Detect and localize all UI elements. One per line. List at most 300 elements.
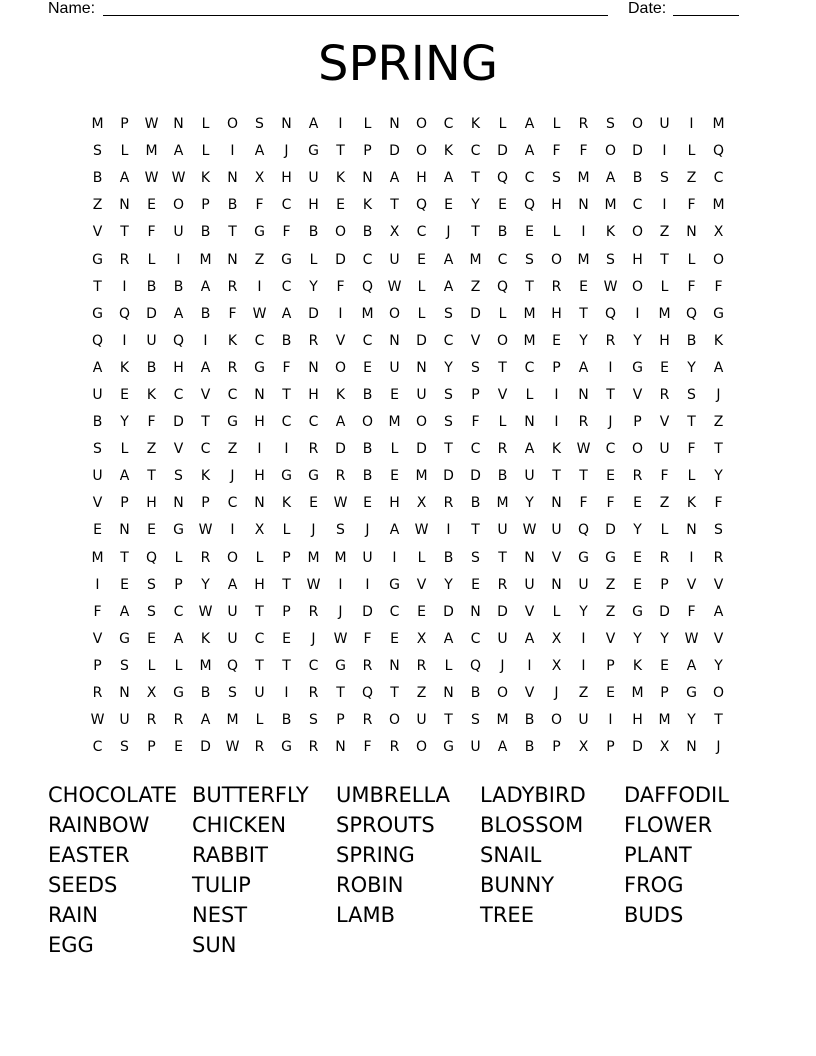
grid-letter: Z bbox=[605, 603, 616, 620]
grid-letter: D bbox=[443, 603, 454, 620]
grid-letter: C bbox=[281, 278, 292, 295]
grid-letter: I bbox=[689, 116, 694, 133]
grid-letter: D bbox=[308, 305, 319, 322]
grid-letter: T bbox=[390, 685, 399, 702]
grid-letter: G bbox=[227, 414, 238, 431]
grid-letter: M bbox=[199, 657, 212, 674]
grid-letter: T bbox=[390, 197, 399, 214]
grid-letter: U bbox=[308, 170, 319, 187]
grid-letter: R bbox=[200, 549, 211, 566]
grid-letter: O bbox=[172, 197, 185, 214]
grid-letter: T bbox=[471, 170, 480, 187]
grid-row bbox=[84, 165, 732, 192]
grid-letter: X bbox=[254, 522, 265, 539]
grid-letter: M bbox=[91, 116, 104, 133]
grid-letter: K bbox=[200, 630, 211, 647]
grid-letter: S bbox=[120, 739, 129, 756]
grid-letter: G bbox=[713, 305, 724, 322]
grid-letter: T bbox=[255, 657, 264, 674]
grid-letter: G bbox=[632, 603, 643, 620]
grid-letter: U bbox=[389, 251, 400, 268]
grid-letter: G bbox=[92, 251, 103, 268]
grid-letter: W bbox=[387, 278, 402, 295]
grid-letter: T bbox=[660, 251, 669, 268]
grid-letter: F bbox=[552, 143, 561, 160]
grid-letter: U bbox=[659, 441, 670, 458]
grid-letter: O bbox=[550, 251, 563, 268]
grid-letter: E bbox=[120, 576, 129, 593]
grid-letter: B bbox=[362, 224, 373, 241]
grid-letter: C bbox=[524, 359, 535, 376]
grid-letter: W bbox=[684, 630, 699, 647]
grid-letter: L bbox=[147, 657, 156, 674]
grid-row bbox=[84, 409, 732, 436]
grid-letter: C bbox=[632, 197, 643, 214]
grid-letter: R bbox=[605, 332, 616, 349]
grid-letter: O bbox=[631, 441, 644, 458]
grid-letter: Y bbox=[201, 576, 210, 593]
grid-letter: A bbox=[389, 522, 400, 539]
grid-letter: X bbox=[659, 739, 670, 756]
word-bank-item: BLOSSOM bbox=[480, 813, 584, 837]
grid-letter: I bbox=[338, 305, 343, 322]
grid-letter: A bbox=[173, 305, 184, 322]
grid-letter: T bbox=[687, 414, 696, 431]
grid-letter: G bbox=[281, 739, 292, 756]
grid-letter: C bbox=[416, 224, 427, 241]
grid-letter: P bbox=[633, 414, 642, 431]
grid-letter: O bbox=[334, 359, 347, 376]
grid-letter: Y bbox=[687, 712, 696, 729]
grid-letter: Z bbox=[659, 224, 670, 241]
grid-letter: H bbox=[254, 414, 265, 431]
grid-letter: L bbox=[552, 116, 561, 133]
grid-letter: C bbox=[605, 441, 616, 458]
grid-letter: D bbox=[416, 441, 427, 458]
grid-letter: V bbox=[173, 441, 184, 458]
grid-letter: Q bbox=[118, 305, 131, 322]
grid-letter: Z bbox=[659, 495, 670, 512]
grid-letter: B bbox=[632, 170, 643, 187]
grid-row bbox=[84, 382, 732, 409]
grid-letter: N bbox=[227, 170, 238, 187]
grid-letter: U bbox=[146, 332, 157, 349]
grid-letter: F bbox=[228, 305, 237, 322]
grid-letter: W bbox=[198, 522, 213, 539]
grid-letter: E bbox=[444, 197, 453, 214]
grid-letter: H bbox=[632, 712, 643, 729]
grid-letter: S bbox=[606, 251, 615, 268]
grid-letter: L bbox=[660, 522, 669, 539]
grid-letter: X bbox=[551, 630, 562, 647]
grid-letter: S bbox=[687, 386, 696, 403]
grid-letter: A bbox=[119, 468, 130, 485]
grid-letter: L bbox=[552, 603, 561, 620]
grid-letter: W bbox=[522, 522, 537, 539]
grid-letter: L bbox=[417, 305, 426, 322]
grid-letter: E bbox=[390, 468, 399, 485]
grid-letter: F bbox=[606, 495, 615, 512]
grid-letter: D bbox=[497, 143, 508, 160]
grid-letter: G bbox=[254, 359, 265, 376]
grid-letter: T bbox=[147, 468, 156, 485]
grid-letter: R bbox=[416, 657, 427, 674]
grid-letter: K bbox=[605, 224, 616, 241]
grid-letter: I bbox=[635, 305, 640, 322]
grid-letter: L bbox=[498, 116, 507, 133]
grid-letter: M bbox=[658, 712, 671, 729]
grid-letter: O bbox=[415, 739, 428, 756]
grid-letter: B bbox=[308, 224, 319, 241]
grid-letter: G bbox=[632, 359, 643, 376]
grid-letter: V bbox=[524, 685, 535, 702]
grid-letter: O bbox=[631, 278, 644, 295]
grid-letter: U bbox=[416, 386, 427, 403]
grid-letter: L bbox=[498, 305, 507, 322]
grid-letter: S bbox=[255, 116, 264, 133]
grid-row bbox=[84, 436, 732, 463]
grid-letter: Q bbox=[523, 197, 536, 214]
word-bank-item: SEEDS bbox=[48, 873, 118, 897]
grid-letter: V bbox=[497, 386, 508, 403]
grid-letter: M bbox=[91, 549, 104, 566]
grid-letter: J bbox=[608, 414, 613, 431]
grid-letter: T bbox=[606, 386, 615, 403]
grid-letter: G bbox=[119, 630, 130, 647]
grid-letter: A bbox=[254, 143, 265, 160]
grid-letter: Q bbox=[685, 305, 698, 322]
grid-letter: Q bbox=[469, 657, 482, 674]
grid-letter: B bbox=[686, 332, 697, 349]
grid-letter: P bbox=[93, 657, 102, 674]
grid-letter: F bbox=[282, 359, 291, 376]
grid-letter: O bbox=[388, 712, 401, 729]
grid-letter: Q bbox=[712, 143, 725, 160]
grid-letter: E bbox=[309, 495, 318, 512]
grid-letter: G bbox=[173, 685, 184, 702]
grid-letter: S bbox=[444, 305, 453, 322]
grid-letter: M bbox=[712, 116, 725, 133]
grid-letter: U bbox=[497, 630, 508, 647]
grid-letter: S bbox=[147, 603, 156, 620]
grid-letter: V bbox=[713, 630, 724, 647]
word-search-grid bbox=[84, 111, 732, 761]
grid-letter: U bbox=[254, 685, 265, 702]
grid-letter: A bbox=[200, 278, 211, 295]
grid-letter: P bbox=[282, 603, 291, 620]
grid-letter: R bbox=[146, 712, 157, 729]
grid-letter: F bbox=[255, 197, 264, 214]
grid-letter: T bbox=[498, 549, 507, 566]
grid-row bbox=[84, 246, 732, 273]
grid-row bbox=[84, 219, 732, 246]
grid-letter: M bbox=[523, 305, 536, 322]
grid-letter: I bbox=[527, 657, 532, 674]
grid-letter: O bbox=[388, 305, 401, 322]
grid-letter: N bbox=[470, 603, 481, 620]
grid-letter: B bbox=[524, 739, 535, 756]
grid-letter: L bbox=[174, 657, 183, 674]
grid-letter: D bbox=[335, 251, 346, 268]
grid-letter: Q bbox=[496, 170, 509, 187]
grid-letter: V bbox=[605, 630, 616, 647]
grid-letter: B bbox=[146, 359, 157, 376]
grid-letter: Z bbox=[92, 197, 103, 214]
grid-letter: D bbox=[416, 332, 427, 349]
grid-letter: C bbox=[389, 603, 400, 620]
grid-letter: Q bbox=[91, 332, 104, 349]
word-bank-item: LAMB bbox=[336, 903, 396, 927]
grid-letter: J bbox=[554, 685, 559, 702]
grid-letter: E bbox=[417, 251, 426, 268]
grid-letter: T bbox=[228, 224, 237, 241]
grid-letter: M bbox=[361, 305, 374, 322]
grid-letter: B bbox=[362, 441, 373, 458]
grid-letter: C bbox=[443, 332, 454, 349]
grid-letter: I bbox=[284, 441, 289, 458]
grid-letter: S bbox=[93, 143, 102, 160]
grid-letter: S bbox=[444, 414, 453, 431]
grid-letter: R bbox=[659, 386, 670, 403]
grid-letter: G bbox=[281, 251, 292, 268]
grid-letter: I bbox=[554, 386, 559, 403]
grid-letter: H bbox=[416, 170, 427, 187]
grid-letter: L bbox=[417, 278, 426, 295]
grid-letter: E bbox=[633, 576, 642, 593]
grid-letter: C bbox=[470, 143, 481, 160]
grid-letter: S bbox=[471, 359, 480, 376]
grid-letter: B bbox=[362, 468, 373, 485]
grid-letter: K bbox=[632, 657, 643, 674]
grid-letter: E bbox=[579, 278, 588, 295]
grid-letter: X bbox=[389, 224, 400, 241]
grid-letter: E bbox=[660, 359, 669, 376]
grid-letter: A bbox=[686, 657, 697, 674]
grid-letter: Y bbox=[471, 197, 480, 214]
grid-letter: H bbox=[551, 197, 562, 214]
grid-letter: Q bbox=[145, 549, 158, 566]
grid-letter: E bbox=[120, 386, 129, 403]
grid-letter: Q bbox=[172, 332, 185, 349]
grid-letter: Z bbox=[227, 441, 238, 458]
grid-letter: B bbox=[146, 278, 157, 295]
grid-letter: M bbox=[307, 549, 320, 566]
grid-letter: X bbox=[146, 685, 157, 702]
grid-letter: Z bbox=[713, 414, 724, 431]
grid-letter: P bbox=[552, 359, 561, 376]
grid-letter: L bbox=[120, 143, 129, 160]
grid-letter: I bbox=[662, 143, 667, 160]
grid-letter: M bbox=[199, 251, 212, 268]
grid-letter: C bbox=[497, 251, 508, 268]
grid-letter: S bbox=[660, 170, 669, 187]
grid-letter: E bbox=[390, 386, 399, 403]
grid-letter: M bbox=[523, 332, 536, 349]
grid-letter: K bbox=[200, 170, 211, 187]
word-bank-item: TREE bbox=[480, 903, 534, 927]
grid-letter: V bbox=[659, 414, 670, 431]
grid-letter: M bbox=[658, 305, 671, 322]
grid-letter: N bbox=[443, 685, 454, 702]
grid-letter: O bbox=[496, 685, 509, 702]
grid-letter: L bbox=[498, 414, 507, 431]
grid-letter: O bbox=[631, 224, 644, 241]
grid-letter: B bbox=[92, 414, 103, 431]
grid-letter: W bbox=[144, 116, 159, 133]
grid-letter: U bbox=[92, 386, 103, 403]
grid-letter: H bbox=[632, 251, 643, 268]
grid-letter: T bbox=[444, 712, 453, 729]
grid-letter: C bbox=[524, 170, 535, 187]
grid-letter: H bbox=[308, 197, 319, 214]
grid-letter: Y bbox=[633, 522, 642, 539]
grid-letter: Y bbox=[633, 332, 642, 349]
grid-letter: C bbox=[713, 170, 724, 187]
grid-letter: K bbox=[443, 143, 454, 160]
grid-letter: R bbox=[227, 359, 238, 376]
grid-letter: W bbox=[198, 603, 213, 620]
grid-letter: F bbox=[687, 278, 696, 295]
grid-letter: R bbox=[308, 332, 319, 349]
grid-letter: W bbox=[225, 739, 240, 756]
grid-letter: V bbox=[524, 603, 535, 620]
grid-letter: H bbox=[146, 495, 157, 512]
grid-letter: A bbox=[605, 170, 616, 187]
grid-letter: N bbox=[308, 359, 319, 376]
grid-letter: E bbox=[633, 495, 642, 512]
grid-letter: F bbox=[147, 414, 156, 431]
grid-letter: A bbox=[389, 170, 400, 187]
grid-letter: W bbox=[333, 495, 348, 512]
grid-letter: D bbox=[470, 468, 481, 485]
word-bank-item: RABBIT bbox=[192, 843, 268, 867]
word-bank-item: CHOCOLATE bbox=[48, 783, 178, 807]
grid-letter: Y bbox=[579, 603, 588, 620]
grid-letter: O bbox=[415, 143, 428, 160]
grid-letter: R bbox=[362, 657, 373, 674]
grid-letter: T bbox=[714, 441, 723, 458]
grid-letter: C bbox=[227, 386, 238, 403]
name-label: Name: bbox=[48, 0, 96, 17]
grid-letter: O bbox=[334, 224, 347, 241]
grid-letter: C bbox=[362, 332, 373, 349]
grid-letter: I bbox=[662, 197, 667, 214]
grid-letter: V bbox=[200, 386, 211, 403]
grid-letter: D bbox=[497, 603, 508, 620]
grid-letter: V bbox=[335, 332, 346, 349]
grid-letter: G bbox=[335, 657, 346, 674]
grid-letter: P bbox=[282, 549, 291, 566]
grid-letter: N bbox=[524, 414, 535, 431]
grid-letter: C bbox=[173, 386, 184, 403]
grid-letter: G bbox=[254, 224, 265, 241]
grid-letter: T bbox=[255, 603, 264, 620]
grid-letter: F bbox=[660, 468, 669, 485]
grid-letter: O bbox=[226, 116, 239, 133]
grid-letter: P bbox=[201, 495, 210, 512]
grid-letter: X bbox=[254, 170, 265, 187]
grid-letter: O bbox=[604, 143, 617, 160]
grid-letter: L bbox=[255, 549, 264, 566]
date-blank-line[interactable] bbox=[673, 15, 739, 16]
grid-letter: V bbox=[551, 549, 562, 566]
grid-letter: Y bbox=[714, 468, 723, 485]
grid-letter: F bbox=[714, 495, 723, 512]
grid-letter: D bbox=[335, 441, 346, 458]
grid-letter: D bbox=[200, 739, 211, 756]
grid-letter: F bbox=[687, 197, 696, 214]
grid-letter: Z bbox=[254, 251, 265, 268]
grid-letter: W bbox=[90, 712, 105, 729]
grid-row bbox=[84, 192, 732, 219]
grid-letter: B bbox=[200, 305, 211, 322]
grid-letter: U bbox=[470, 739, 481, 756]
grid-letter: K bbox=[362, 197, 373, 214]
grid-letter: S bbox=[147, 576, 156, 593]
grid-letter: Q bbox=[577, 522, 590, 539]
grid-letter: N bbox=[119, 522, 130, 539]
grid-letter: F bbox=[282, 224, 291, 241]
grid-letter: M bbox=[577, 170, 590, 187]
grid-letter: L bbox=[147, 251, 156, 268]
grid-letter: O bbox=[496, 332, 509, 349]
word-bank-item: CHICKEN bbox=[192, 813, 287, 837]
name-blank-line[interactable] bbox=[103, 15, 608, 16]
grid-letter: Q bbox=[496, 278, 509, 295]
grid-letter: I bbox=[392, 549, 397, 566]
grid-letter: B bbox=[524, 712, 535, 729]
grid-letter: N bbox=[389, 332, 400, 349]
grid-letter: K bbox=[335, 386, 346, 403]
grid-letter: W bbox=[603, 278, 618, 295]
grid-letter: L bbox=[255, 712, 264, 729]
grid-row bbox=[84, 355, 732, 382]
grid-letter: Z bbox=[146, 441, 157, 458]
grid-letter: P bbox=[201, 197, 210, 214]
grid-letter: R bbox=[362, 712, 373, 729]
grid-letter: C bbox=[173, 603, 184, 620]
grid-row bbox=[84, 734, 732, 761]
grid-letter: A bbox=[92, 359, 103, 376]
grid-letter: I bbox=[446, 522, 451, 539]
grid-letter: U bbox=[551, 522, 562, 539]
grid-letter: R bbox=[119, 251, 130, 268]
grid-letter: L bbox=[444, 657, 453, 674]
grid-row bbox=[84, 653, 732, 680]
grid-letter: H bbox=[659, 332, 670, 349]
grid-row bbox=[84, 463, 732, 490]
grid-letter: D bbox=[632, 143, 643, 160]
grid-row bbox=[84, 301, 732, 328]
word-bank-item: PLANT bbox=[624, 843, 692, 867]
grid-letter: F bbox=[336, 278, 345, 295]
grid-letter: D bbox=[173, 414, 184, 431]
grid-letter: O bbox=[361, 414, 374, 431]
grid-letter: C bbox=[92, 739, 103, 756]
grid-letter: O bbox=[631, 116, 644, 133]
grid-letter: P bbox=[147, 739, 156, 756]
grid-letter: D bbox=[443, 468, 454, 485]
grid-letter: S bbox=[444, 386, 453, 403]
date-label: Date: bbox=[628, 0, 667, 17]
grid-letter: J bbox=[311, 522, 316, 539]
grid-letter: U bbox=[227, 630, 238, 647]
grid-letter: A bbox=[578, 359, 589, 376]
grid-letter: I bbox=[203, 332, 208, 349]
grid-letter: U bbox=[362, 549, 373, 566]
grid-letter: C bbox=[470, 441, 481, 458]
grid-letter: U bbox=[524, 468, 535, 485]
